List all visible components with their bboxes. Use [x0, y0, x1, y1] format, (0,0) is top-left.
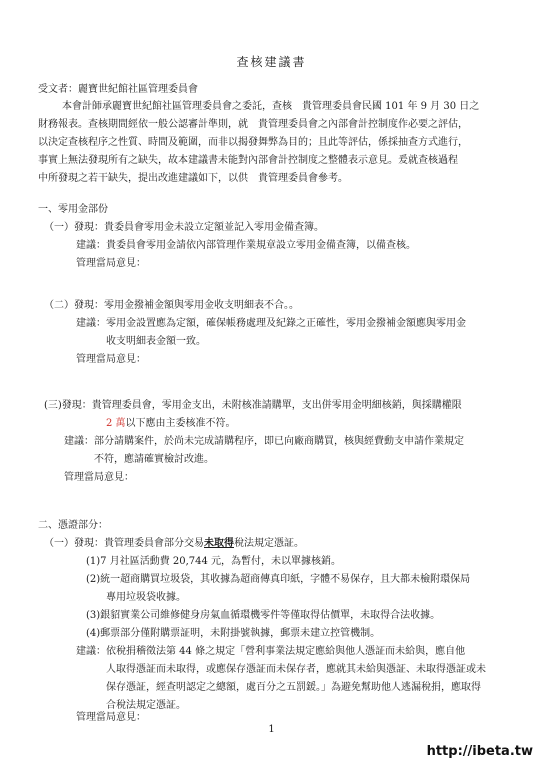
suggestion-line: 建議：零用金設置應為定額，確保帳務處理及紀錄之正確性，零用金撥補金額應與零用金 — [76, 318, 466, 329]
intro-line: 以決定查核程序之性質、時間及範圍，而非以揭發舞弊為目的；且此等評估，係採抽查方式進行， — [38, 137, 468, 148]
watermark: http://ibeta.tw — [426, 744, 533, 759]
page-title: 查核建議書 — [236, 55, 307, 69]
suggestion-line: 建議：部分請購案件，於尚未完成請購程序，即已向廠商購買，核與經費動支申請作業規定 — [64, 436, 464, 447]
highlighted-amount: 2 萬 — [106, 418, 126, 429]
finding-point: (3)銀貂實業公司維修健身房氣血循環機零件等僅取得估價單，未取得合法收據。 — [86, 610, 441, 621]
management-response-label: 管理當局意見： — [64, 472, 134, 483]
suggestion-line: 合稅法規定憑証。 — [106, 700, 186, 711]
finding-line — [44, 536, 304, 551]
suggestion-line: 不符，應請確實檢討改進。 — [94, 454, 214, 465]
emphasized-text: 未取得 — [204, 538, 234, 549]
finding-point: 專用垃圾袋收據。 — [106, 592, 186, 603]
intro-line: 財務報表。查核期間經依一般公認審計準則，就 貴管理委員會之內部會計控制度作必要之評估， — [38, 119, 468, 130]
page-number: 1 — [268, 724, 275, 735]
finding-line: （一）發現：貴委員會零用金未設立定額並記入零用金備查簿。 — [44, 222, 324, 233]
finding-point: (2)統一超商購買垃圾袋，其收據為超商傳真印紙，字體不易保存，且大都未檢附環保局 — [86, 574, 471, 585]
management-response-label: 管理當局意見： — [76, 354, 146, 365]
finding-line — [106, 416, 236, 431]
suggestion-line: 收支明細表金額一致。 — [106, 336, 206, 347]
section-heading: 一、零用金部份 — [38, 204, 108, 215]
finding-point: (1)7 月社區活動費 20,744 元，為暫付，未以單據核銷。 — [86, 556, 342, 567]
finding-text: 稅法規定憑証。 — [234, 538, 304, 549]
management-response-label: 管理當局意見： — [76, 712, 146, 723]
suggestion-line: 人取得憑証而未取得，或應保存憑証而未保存者，應就其未給與憑証、未取得憑証或未 — [106, 664, 486, 675]
intro-line: 事實上無法發現所有之缺失，故本建議書未能對內部會計控制度之整體表示意見。爰就查核過程 — [38, 155, 458, 166]
suggestion-line: 建議：貴委員會零用金請依內部管理作業規章設立零用金備查簿，以備查核。 — [76, 240, 416, 251]
intro-line: 中所發現之若干缺失，提出改進建議如下，以供 貴管理委員會參考。 — [38, 173, 348, 184]
suggestion-line: 保存憑証，經查明認定之總額，處百分之五罰鍰。」為避免幫助他人逃漏稅捐，應取得 — [106, 682, 481, 693]
intro-line: 本會計師承麗寶世紀館社區管理委員會之委託，查核 貴管理委員會民國 101 年 9 月 30 日之 — [62, 101, 480, 112]
finding-line: （二）發現：零用金撥補金額與零用金收支明細表不合。。 — [44, 300, 299, 311]
section-heading: 二、憑證部分： — [38, 520, 108, 531]
finding-text: （一）發現：貴管理委員會部分交易 — [44, 538, 204, 549]
management-response-label: 管理當局意見： — [76, 258, 146, 269]
suggestion-line: 建議：依稅捐稽徵法第 44 條之規定「營利事業法規定應給與他人憑証而未給與，應自他 — [76, 646, 466, 657]
recipient-line: 受文者：麗寶世紀館社區管理委員會 — [38, 84, 198, 95]
finding-point: (4)郵票部分僅附購票証明，未附掛號執據，郵票未建立控管機制。 — [86, 628, 381, 639]
finding-text: 以下應由主委核准不符。 — [125, 418, 236, 429]
finding-line: (三)發現：貴管理委員會，零用金支出，未附核准請購單，支出併零用金明細核銷，與採購權限 — [44, 400, 462, 411]
